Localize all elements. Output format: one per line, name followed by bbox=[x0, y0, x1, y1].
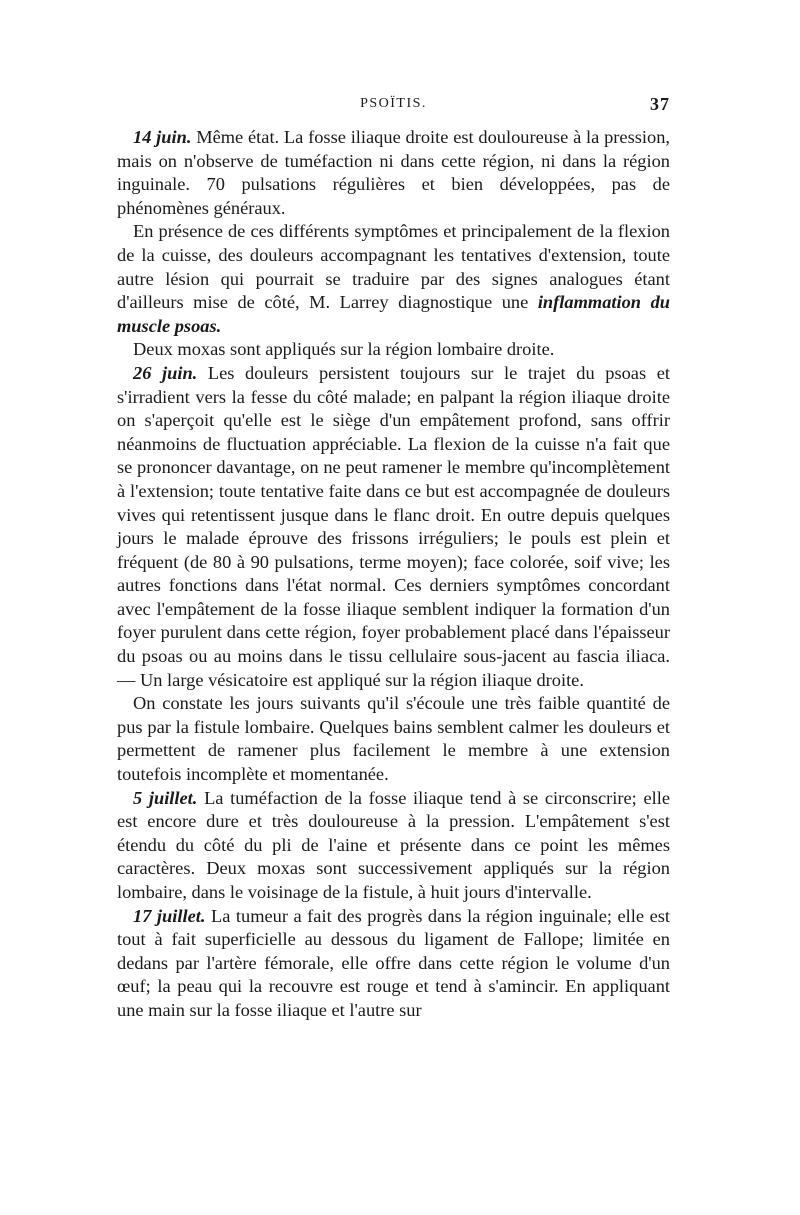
paragraph-following-days bbox=[117, 692, 670, 786]
entry-date: 26 juin. bbox=[133, 362, 198, 383]
paragraph-june-26 bbox=[117, 362, 670, 692]
entry-date: 5 juillet. bbox=[133, 787, 198, 808]
entry-date: 17 juillet. bbox=[133, 905, 206, 926]
page-header bbox=[117, 96, 670, 122]
paragraph-moxas bbox=[117, 338, 670, 362]
page-number: 37 bbox=[650, 94, 670, 114]
diagnosis-emphasis: inflammation du muscle psoas. bbox=[117, 292, 670, 336]
paragraph-text: En présence de ces différents symptômes et principalement de la flexion de la cuisse, des douleurs accompagnant les tentatives d'extension, toute autre lésion qui pourrait se traduire par des signes analogues étant d'ailleurs mise de côté, M. Larrey diagnostique une bbox=[117, 221, 670, 313]
paragraph-july-5 bbox=[117, 787, 670, 905]
paragraph-text: La tumeur a fait des progrès dans la région inguinale; elle est tout à fait superficielle au dessous du ligament de Fallope; limitée en dedans par l'artère fémorale, elle offre dans cette région le volume d'un œuf; la peau qui la recouvre est rouge et tend à s'amincir. En appliquant une main sur la fosse iliaque et l'autre sur bbox=[117, 905, 670, 1020]
entry-date: 14 juin. bbox=[133, 127, 192, 147]
paragraph-diagnosis bbox=[117, 220, 670, 338]
book-page bbox=[117, 96, 670, 1023]
paragraph-text: On constate les jours suivants qu'il s'écoule une très faible quantité de pus par la fistule lombaire. Quelques bains semblent calmer les douleurs et permettent de ramener plus facilement le membre à une extension toutefois incomplète et momentanée. bbox=[117, 693, 670, 785]
body-text bbox=[117, 126, 670, 1023]
paragraph-june-14 bbox=[117, 126, 670, 220]
paragraph-text: Deux moxas sont appliqués sur la région lombaire droite. bbox=[133, 339, 555, 360]
paragraph-july-17 bbox=[117, 905, 670, 1023]
paragraph-text: La tuméfaction de la fosse iliaque tend à se circonscrire; elle est encore dure et très douloureuse à la pression. L'empâtement s'est étendu du côté du pli de l'aine et présente dans ce point les mêmes caractères. Deux moxas sont successivement appliqués sur la région lombaire, dans le voisinage de la fistule, à huit jours d'intervalle. bbox=[117, 787, 670, 902]
paragraph-text: Même état. La fosse iliaque droite est douloureuse à la pression, mais on n'observe de tuméfaction ni dans cette région, ni dans la région inguinale. 70 pulsations régulières et bien développées, pas de phénomènes généraux. bbox=[117, 127, 670, 218]
paragraph-text: Les douleurs persistent toujours sur le trajet du psoas et s'irradient vers la fesse du côté malade; en palpant la région iliaque droite on s'aperçoit qu'elle est le siège d'un empâtement profond, sans offrir néanmoins de fluctuation appréciable. La flexion de la cuisse n'a fait que se prononcer davantage, on ne peut ramener le membre qu'incomplètement à l'extension; toute tentative faite dans ce but est accompagnée de douleurs vives qui retentissent jusque dans le flanc droit. En outre depuis quelques jours le malade éprouve des frissons irréguliers; le pouls est plein et fréquent (de 80 à 90 pulsations, terme moyen); face colorée, soif vive; les autres fonctions dans l'état normal. Ces derniers symptômes concordant avec l'empâtement de la fosse iliaque semblent indiquer la formation d'un foyer purulent dans cette région, foyer probablement placé dans l'épaisseur du psoas ou au moins dans le tissu cellulaire sous-jacent au fascia iliaca. — Un large vésicatoire est appliqué sur la région iliaque droite. bbox=[117, 362, 670, 690]
running-title: PSOÏTIS. bbox=[360, 96, 427, 111]
